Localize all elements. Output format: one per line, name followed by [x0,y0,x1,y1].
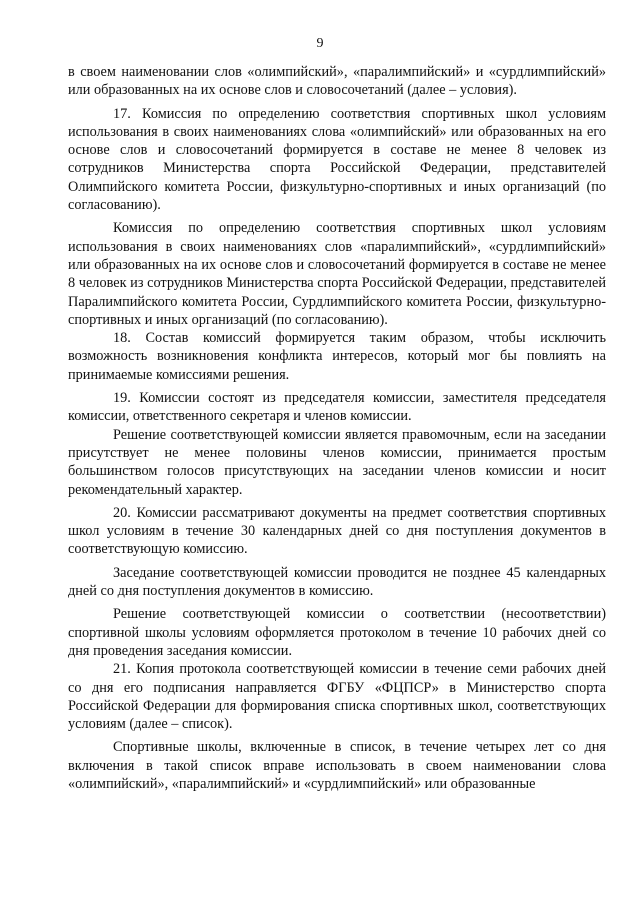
paragraph-clause-19: 19. Комиссии состоят из председателя комиссии, заместителя председателя комиссии, ответственного секретаря и членов комиссии. [68,390,606,425]
paragraph-clause-17: 17. Комиссия по определению соответствия спортивных школ условиям использования в своих наименованиях слова «олимпийский» или образованных на его основе слов и словосочетаний формируется в составе не менее 8 человек из сотрудников Министерства спорта Российской Федерации, представителей Олимпийского комитета России, физкультурно-спортивных и иных организаций (по согласованию). [68,105,606,214]
paragraph-quorum: Решение соответствующей комиссии является правомочным, если на заседании присутствует не менее половины членов комиссии, принимается простым большинством голосов присутствующих на заседании членов комиссии и носит рекомендательный характер. [68,426,606,498]
paragraph-listed-schools: Спортивные школы, включенные в список, в течение четырех лет со дня включения в такой список вправе использовать в своем наименовании слова «олимпийский», «паралимпийский» и «сурдлимпийский» или образованные [68,739,606,792]
page-number: 9 [316,36,324,51]
paragraph-clause-18: 18. Состав комиссий формируется таким образом, чтобы исключить возможность возникновения конфликта интересов, который мог бы повлиять на принимаемые комиссиями решения. [68,330,606,383]
paragraph-continuation: в своем наименовании слов «олимпийский», «паралимпийский» и «сурдлимпийский» или образованных на их основе слов и словосочетаний (далее – условия). [68,64,606,99]
document-body [68,63,606,793]
paragraph-commission-paralympic: Комиссия по определению соответствия спортивных школ условиям использования в своих наименованиях слов «паралимпийский», «сурдлимпийский» или образованных на их основе слов и словосочетаний формируется в составе не менее 8 человек из сотрудников Министерства спорта Российской Федерации, представителей Паралимпийского комитета России, Сурдлимпийского комитета России, физкультурно-спортивных и иных организаций (по согласованию). [68,220,606,328]
paragraph-protocol: Решение соответствующей комиссии о соответствии (несоответствии) спортивной школы условиям оформляется протоколом в течение 10 рабочих дней со дня проведения заседания комиссии. [68,606,606,659]
paragraph-clause-21: 21. Копия протокола соответствующей комиссии в течение семи рабочих дней со дня его подписания направляется ФГБУ «ФЦПСР» в Министерство спорта Российской Федерации для формирования списка спортивных школ, соответствующих условиям (далее – список). [68,661,606,733]
paragraph-clause-20: 20. Комиссии рассматривают документы на предмет соответствия спортивных школ условиям в течение 30 календарных дней со дня поступления документов в соответствующую комиссию. [68,504,606,558]
paragraph-meeting-deadline: Заседание соответствующей комиссии проводится не позднее 45 календарных дней со дня поступления документов в комиссию. [68,564,606,600]
